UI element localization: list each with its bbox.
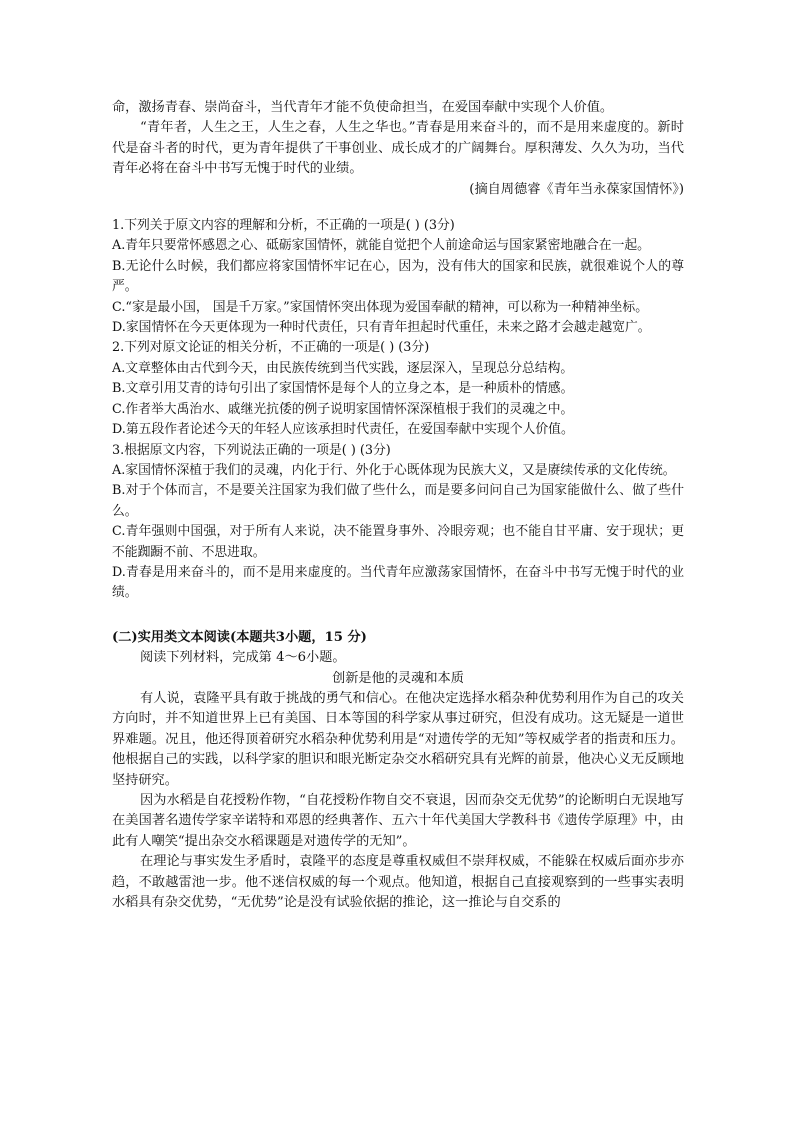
article-paragraph-3: 在理论与事实发生矛盾时，袁隆平的态度是尊重权威但不崇拜权威，不能躲在权威后面亦步亦趋，不敢越雷池一步。他不迷信权威的每一个观点。他知道，根据自己直接观察到的一些事实表明水稻具有杂交优势，“无优势”论是没有试验依据的推论，这一推论与自交系的 bbox=[112, 854, 684, 911]
question-option-b: B.无论什么时候，我们都应将家国情怀牢记在心，因为，没有伟大的国家和民族，就很难说个人的尊严。 bbox=[112, 258, 684, 295]
question-stem: 3.根据原文内容，下列说法正确的一项是( ) (3分) bbox=[112, 442, 391, 458]
document-page bbox=[112, 98, 684, 913]
question-stem: 2.下列对原文论证的相关分析，不正确的一项是( ) (3分) bbox=[112, 340, 430, 356]
passage1-source: (摘自周德睿《青年当永葆家国情怀》) bbox=[469, 181, 684, 197]
question-1 bbox=[112, 216, 684, 338]
question-3 bbox=[112, 441, 684, 604]
question-2 bbox=[112, 338, 684, 440]
passage1-paragraph-2: “青年者，人生之王，人生之春，人生之华也。”青春是用来奋斗的，而不是用来虚度的。新时代是奋斗者的时代，更为青年提供了干事创业、成长成才的广阔舞台。厚积薄发、久久为功，当代青年必将在奋斗中书写无愧于时代的业绩。 bbox=[112, 120, 684, 177]
article-paragraph-2: 因为水稻是自花授粉作物，“自花授粉作物自交不衰退，因而杂交无优势”的论断明白无误地写在美国著名遗传学家辛诺特和邓恩的经典著作、五六十年代美国大学教科书《遗传学原理》中，由此有人嘲笑“提出杂交水稻课题是对遗传学的无知”。 bbox=[112, 793, 684, 849]
question-option-a: A.家国情怀深植于我们的灵魂，内化于行、外化于心既体现为民族大义，又是赓续传承的文化传统。 bbox=[112, 462, 676, 478]
question-option-b: B.文章引用艾青的诗句引出了家国情怀是每个人的立身之本，是一种质朴的情感。 bbox=[112, 381, 574, 397]
question-option-a: A.青年只要常怀感恩之心、砥砺家国情怀，就能自觉把个人前途命运与国家紧密地融合在一起。 bbox=[112, 238, 650, 254]
question-option-b: B.对于个体而言，不是要关注国家为我们做了些什么，而是要多问问自己为国家能做什么、做了些什么。 bbox=[112, 483, 684, 519]
question-option-d: D.青春是用来奋斗的，而不是用来虚度的。当代青年应激荡家国情怀，在奋斗中书写无愧于时代的业绩。 bbox=[112, 564, 684, 601]
question-option-c: C.“家是最小国， 国是千万家。”家国情怀突出体现为爱国奉献的精神，可以称为一种精神坐标。 bbox=[112, 299, 649, 315]
section-2-instruction: 阅读下列材料，完成第 4～6小题。 bbox=[140, 650, 346, 666]
article-title: 创新是他的灵魂和本质 bbox=[332, 670, 464, 686]
question-option-c: C.作者举大禹治水、戚继光抗倭的例子说明家国情怀深深植根于我们的灵魂之中。 bbox=[112, 401, 574, 417]
question-option-d: D.家国情怀在今天更体现为一种时代责任，只有青年担起时代重任，未来之路才会越走越宽广。 bbox=[112, 320, 651, 336]
question-option-a: A.文章整体由古代到今天，由民族传统到当代实践，逐层深入，呈现总分总结构。 bbox=[112, 360, 574, 376]
passage1-paragraph-tail: 命，激扬青春、崇尚奋斗，当代青年才能不负使命担当，在爱国奉献中实现个人价值。 bbox=[112, 100, 614, 115]
question-stem: 1.下列关于原文内容的理解和分析，不正确的一项是( ) (3分) bbox=[112, 218, 455, 234]
question-option-d: D.第五段作者论述今天的年轻人应该承担时代责任，在爱国奉献中实现个人价值。 bbox=[112, 422, 574, 438]
question-option-c: C.青年强则中国强，对于所有人来说，决不能置身事外、冷眼旁观；也不能自甘平庸、安于现状；更不能踟蹰不前、不思进取。 bbox=[112, 524, 684, 560]
article-paragraph-1: 有人说，袁隆平具有敢于挑战的勇气和信心。在他决定选择水稻杂种优势利用作为自己的攻关方向时，并不知道世界上已有美国、日本等国的科学家从事过研究，但没有成功。这无疑是一道世界难题。况且，他还得顶着研究水稻杂种优势利用是“对遗传学的无知”等权威学者的指责和压力。他根据自己的实践，以科学家的胆识和眼光断定杂交水稻研究具有光辉的前景，他决心义无反顾地坚持研究。 bbox=[112, 690, 684, 788]
section-2-heading: (二)实用类文本阅读(本题共3小题，15 分) bbox=[112, 629, 367, 645]
